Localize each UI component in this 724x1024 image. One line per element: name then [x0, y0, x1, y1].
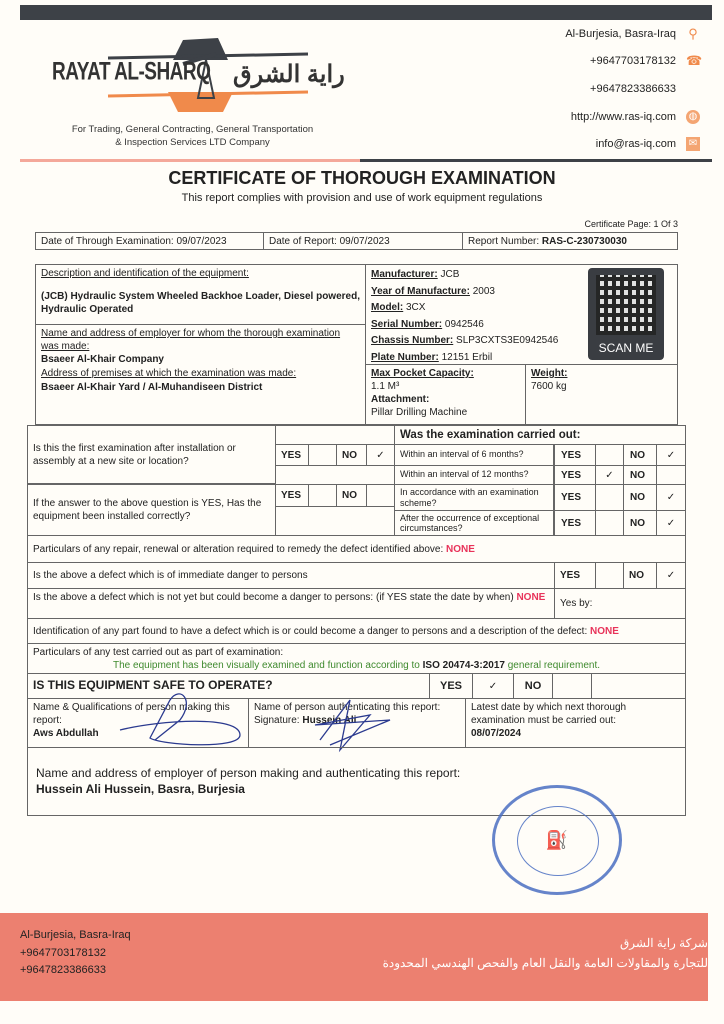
- location-pin-icon: ⚲: [688, 26, 698, 41]
- capacity-label: Max Pocket Capacity:: [371, 368, 474, 379]
- tests-label: Particulars of any test carried out as part of examination:: [33, 647, 284, 658]
- reporter-employer-value: Hussein Ali Hussein, Basra, Burjesia: [36, 781, 245, 796]
- attachment-label: Attachment:: [371, 394, 430, 405]
- header-address: Al-Burjesia, Basra-Iraq: [565, 28, 676, 40]
- sub-question-exceptional: After the occurrence of exceptional circumstances?: [394, 510, 554, 536]
- serial-label: Serial Number:: [371, 318, 443, 330]
- repair-label: Particulars of any repair, renewal or alteration required to remedy the defect identified above:: [33, 543, 444, 555]
- sub-2-no-box[interactable]: ✓: [656, 484, 686, 511]
- report-date-label: Date of Report:: [269, 235, 337, 247]
- tests-standard: ISO 20474-3:2017: [422, 660, 505, 671]
- repair-value: NONE: [446, 543, 475, 555]
- qr-code-pattern: [596, 275, 656, 335]
- sub-3-no-box[interactable]: ✓: [656, 510, 686, 536]
- envelope-icon: ✉: [686, 137, 700, 151]
- q2-yes-box[interactable]: [308, 484, 337, 507]
- carried-out-heading: Was the examination carried out:: [394, 425, 686, 445]
- chassis-label: Chassis Number:: [371, 335, 454, 346]
- sub-3-no-label: NO: [623, 510, 657, 536]
- chassis-value: SLP3CXTS3E0942546: [456, 335, 559, 346]
- immediate-yes-box[interactable]: [595, 562, 624, 589]
- sub-0-yes-box[interactable]: [595, 444, 624, 466]
- model-value: 3CX: [406, 302, 426, 313]
- header-website[interactable]: http://www.ras-iq.com: [570, 111, 676, 123]
- auth-signature-label: Signature:: [254, 715, 300, 726]
- immediate-no-label: NO: [623, 562, 657, 589]
- sub-1-yes-label: YES: [554, 465, 596, 485]
- footer: [0, 913, 708, 1001]
- sub-question-6-months: Within an interval of 6 months?: [394, 444, 554, 466]
- blank-cell: [275, 425, 395, 445]
- report-date-value: 09/07/2023: [339, 235, 390, 247]
- sub-question-scheme: In accordance with an examination scheme?: [394, 484, 554, 511]
- footer-arabic-tagline: للتجارة والمقاولات العامة والنقل العام والفحص الهندسي المحدودة: [382, 956, 708, 971]
- tests-text: The equipment has been visually examined and function according to: [113, 660, 420, 671]
- q1-yes-box[interactable]: [308, 444, 337, 466]
- footer-arabic-name: شركة راية الشرق: [619, 936, 708, 950]
- q2-yes-label: YES: [275, 484, 309, 507]
- safe-yes-checkmark[interactable]: ✓: [472, 673, 514, 699]
- equipment-description: [35, 264, 366, 325]
- next-exam-date: [465, 698, 686, 748]
- exam-date-label: Date of Through Examination:: [41, 235, 174, 247]
- sub-1-no-label: NO: [623, 465, 657, 485]
- q2-no-box[interactable]: [366, 484, 395, 507]
- tagline-line-2: & Inspection Services LTD Company: [115, 136, 270, 148]
- globe-icon: ◍: [686, 110, 700, 124]
- qr-code[interactable]: [588, 268, 664, 360]
- future-danger-value: NONE: [516, 592, 546, 603]
- sub-2-no-label: NO: [623, 484, 657, 511]
- employer-info: [35, 324, 366, 425]
- maker-label: Name & Qualifications of person making this report:: [33, 702, 230, 726]
- report-number-value: RAS-C-230730030: [541, 235, 627, 247]
- safe-no-box[interactable]: [552, 673, 592, 699]
- qr-label: SCAN ME: [598, 341, 654, 355]
- header-phone-2: +9647823386633: [590, 83, 676, 95]
- attachment-value: Pillar Drilling Machine: [371, 407, 468, 418]
- footer-phone-1: +9647703178132: [20, 946, 106, 959]
- footer-phone-2: +9647823386633: [20, 964, 106, 977]
- reporter-employer-label: Name and address of employer of person making and authenticating this report:: [36, 766, 461, 780]
- header-phone-1: +9647703178132: [590, 55, 676, 67]
- immediate-no-checkmark[interactable]: ✓: [656, 562, 686, 589]
- tagline: [40, 124, 345, 150]
- employer-label: Name and address of employer for whom the thorough examination was made:: [41, 328, 341, 352]
- year-label: Year of Manufacture:: [371, 285, 470, 297]
- sub-0-no-box[interactable]: ✓: [656, 444, 686, 466]
- report-number: [462, 232, 678, 250]
- weight-value: 7600 kg: [531, 381, 567, 392]
- auth-label: Name of person authenticating this report:: [254, 702, 441, 713]
- next-exam-value: 08/07/2024: [471, 728, 522, 739]
- brand-name-en: RAYAT AL-SHARQ: [52, 58, 211, 86]
- safe-yes-label: YES: [429, 673, 473, 699]
- phone-icon: ☎: [686, 53, 703, 68]
- sub-2-yes-box[interactable]: [595, 484, 624, 511]
- immediate-danger-question: Is the above a defect which is of immediate danger to persons: [27, 562, 555, 589]
- q1-no-checkmark[interactable]: ✓: [366, 444, 395, 466]
- premises-value: Bsaeer Al-Khair Yard / Al-Muhandiseen District: [41, 382, 263, 393]
- certificate-title: CERTIFICATE OF THOROUGH EXAMINATION: [168, 168, 556, 188]
- certificate-page-number: Certificate Page: 1 Of 3: [584, 219, 678, 229]
- sub-question-12-months: Within an interval of 12 months?: [394, 465, 554, 485]
- future-danger-label: Is the above a defect which is not yet but could become a danger to persons: (if YES state the date by when): [33, 592, 514, 603]
- report-date: [263, 232, 463, 250]
- next-exam-label: Latest date by which next thorough examination must be carried out:: [471, 702, 627, 726]
- footer-address: Al-Burjesia, Basra-Iraq: [20, 929, 131, 941]
- company-logo: [48, 30, 348, 120]
- safe-no-label: NO: [513, 673, 553, 699]
- identification-value: NONE: [590, 625, 619, 637]
- premises-label: Address of premises at which the examination was made:: [41, 368, 297, 379]
- plate-label: Plate Number:: [371, 351, 439, 363]
- weight-label: Weight:: [531, 368, 568, 379]
- description-label: Description and identification of the equipment:: [41, 268, 249, 279]
- blank-cell: [275, 465, 395, 485]
- year-value: 2003: [472, 285, 495, 297]
- header-divider-dark: [360, 159, 712, 162]
- future-danger-question: [27, 588, 555, 619]
- tests-particulars: [27, 643, 686, 674]
- plate-value: 12151 Erbil: [441, 351, 493, 363]
- exam-date: [35, 232, 264, 250]
- q1-yes-label: YES: [275, 444, 309, 466]
- tagline-line-1: For Trading, General Contracting, General Transportation: [71, 124, 314, 135]
- immediate-yes-label: YES: [554, 562, 596, 589]
- top-bar: [20, 5, 712, 20]
- company-stamp: ⛽: [492, 785, 622, 895]
- capacity-cell: [365, 364, 526, 425]
- description-value: (JCB) Hydraulic System Wheeled Backhoe Loader, Diesel powered, Hydraulic Operated: [41, 291, 360, 315]
- sub-3-yes-box[interactable]: [595, 510, 624, 536]
- maker-name: Aws Abdullah: [33, 728, 99, 739]
- manufacturer-label: Manufacturer:: [371, 269, 438, 280]
- question-first-exam: Is this the first examination after installation or assembly at a new site or location?: [27, 425, 276, 484]
- header-email[interactable]: info@ras-iq.com: [595, 138, 676, 150]
- defect-identification: [27, 618, 686, 644]
- blank-cell: [275, 506, 395, 536]
- sub-2-yes-label: YES: [554, 484, 596, 511]
- weight-cell: [525, 364, 678, 425]
- employer-value: Bsaeer Al-Khair Company: [41, 354, 164, 365]
- safe-to-operate-question: IS THIS EQUIPMENT SAFE TO OPERATE?: [27, 673, 430, 699]
- manufacturer-value: JCB: [440, 269, 460, 280]
- question-installed-correctly: If the answer to the above question is YES, Has the equipment been installed correctly?: [27, 484, 276, 536]
- report-number-label: Report Number:: [468, 235, 540, 247]
- serial-value: 0942546: [444, 318, 484, 330]
- tests-text-end: general requirement.: [507, 660, 600, 671]
- capacity-value: 1.1 M³: [371, 381, 400, 392]
- sub-1-yes-box[interactable]: ✓: [595, 465, 624, 485]
- yes-by-field[interactable]: Yes by:: [554, 588, 686, 619]
- q1-no-label: NO: [336, 444, 367, 466]
- exam-date-value: 09/07/2023: [176, 235, 227, 247]
- sub-3-yes-label: YES: [554, 510, 596, 536]
- sub-1-no-box[interactable]: [656, 465, 686, 485]
- sub-0-yes-label: YES: [554, 444, 596, 466]
- sub-0-no-label: NO: [623, 444, 657, 466]
- identification-label: Identification of any part found to have a defect which is or could become a danger to persons and a description of the defect:: [33, 625, 588, 637]
- blank-cell: [591, 673, 686, 699]
- q2-no-label: NO: [336, 484, 367, 507]
- auth-name: Hussein Ali: [302, 715, 357, 726]
- model-label: Model:: [371, 302, 404, 313]
- header-divider-accent: [20, 159, 360, 162]
- repair-particulars: [27, 535, 686, 563]
- brand-name-ar: راية الشرق: [233, 61, 345, 88]
- certificate-subtitle: This report complies with provision and use of work equipment regulations: [181, 192, 543, 204]
